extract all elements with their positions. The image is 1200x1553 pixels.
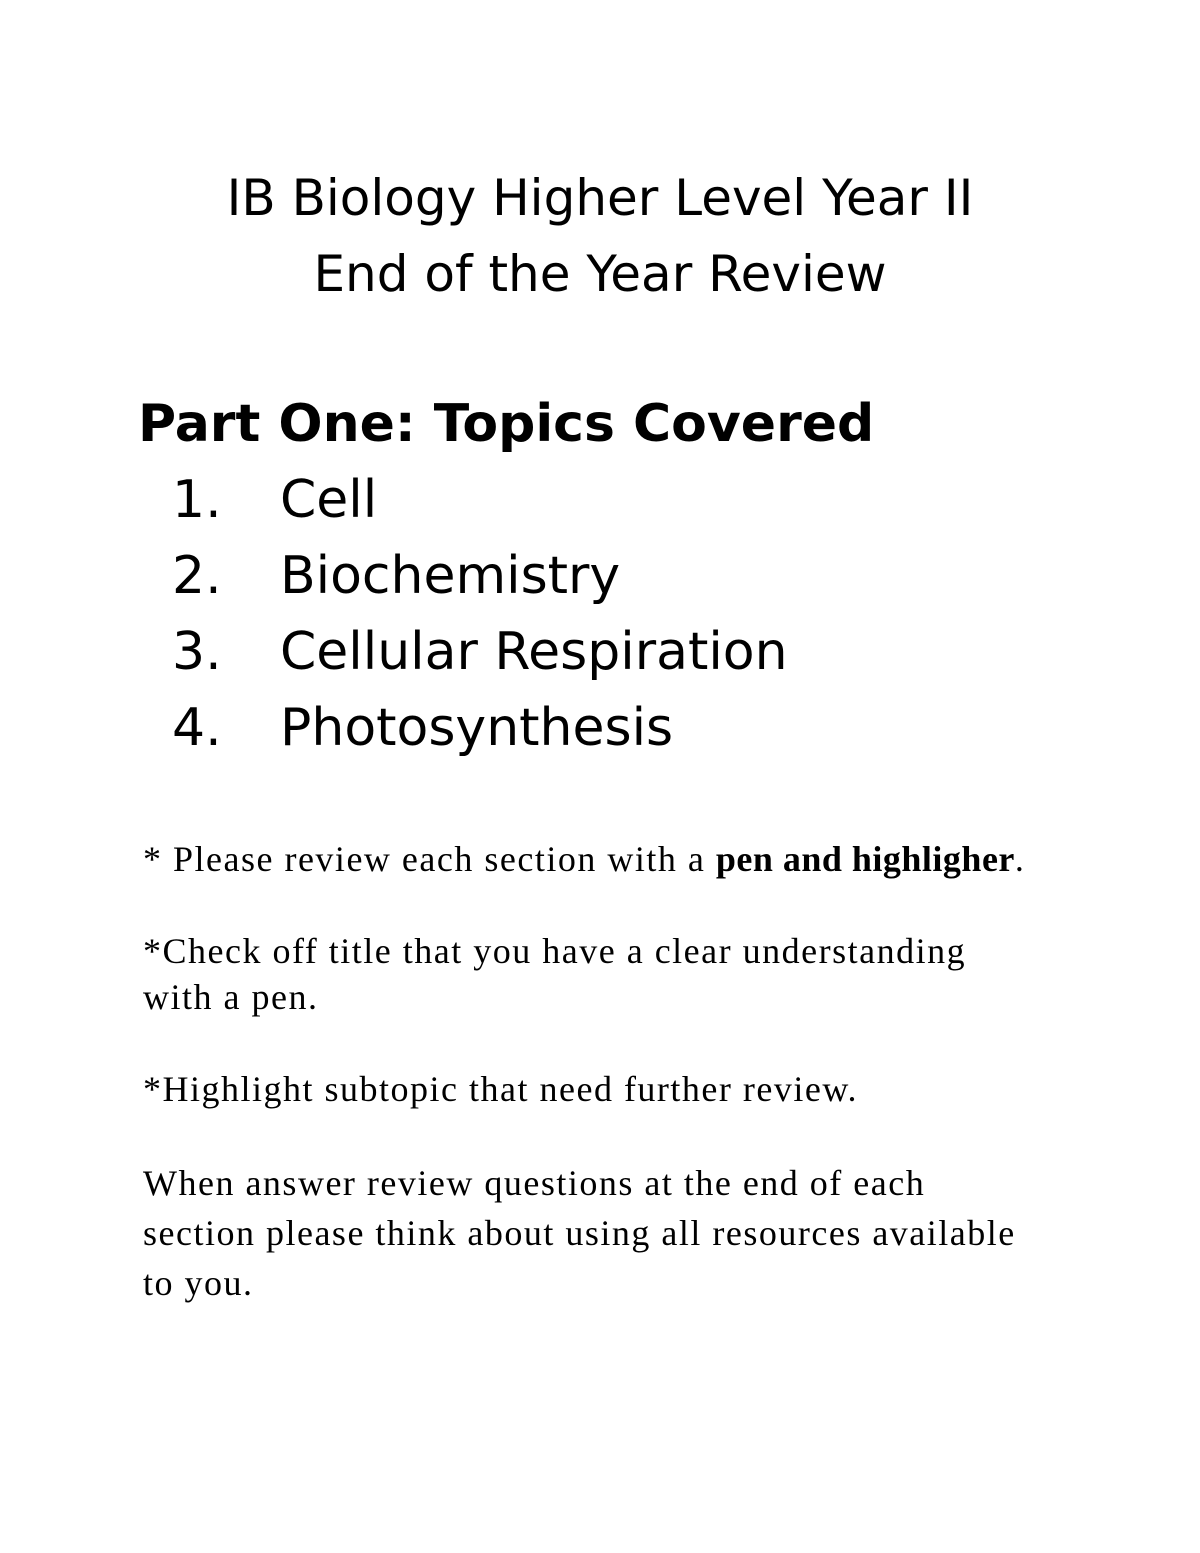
topic-number: 2. bbox=[172, 546, 222, 606]
topic-number: 4. bbox=[172, 698, 222, 758]
topic-label: Cell bbox=[280, 470, 378, 530]
topic-label: Cellular Respiration bbox=[280, 622, 788, 682]
instruction-review bbox=[143, 836, 1043, 882]
document-title bbox=[0, 160, 1200, 312]
instruction-review-end: . bbox=[1014, 839, 1026, 879]
instruction-check-off: *Check off title that you have a clear understanding with a pen. bbox=[143, 931, 967, 1017]
instruction-review-tools: pen and highligher bbox=[715, 839, 1015, 879]
topic-number: 1. bbox=[172, 470, 222, 530]
section-heading: Part One: Topics Covered bbox=[138, 394, 875, 454]
topic-label: Biochemistry bbox=[280, 546, 621, 606]
instruction-review-text: * Please review each section with a bbox=[143, 839, 716, 879]
instructions bbox=[143, 836, 1043, 1308]
title-line-1: IB Biology Higher Level Year II bbox=[226, 169, 974, 227]
title-line-2: End of the Year Review bbox=[313, 245, 887, 303]
instruction-resources: When answer review questions at the end of each section please think about using all resources available to you. bbox=[143, 1163, 1016, 1303]
instruction-highlight: *Highlight subtopic that need further review. bbox=[143, 1069, 858, 1109]
topic-number: 3. bbox=[172, 622, 222, 682]
topic-label: Photosynthesis bbox=[280, 698, 674, 758]
